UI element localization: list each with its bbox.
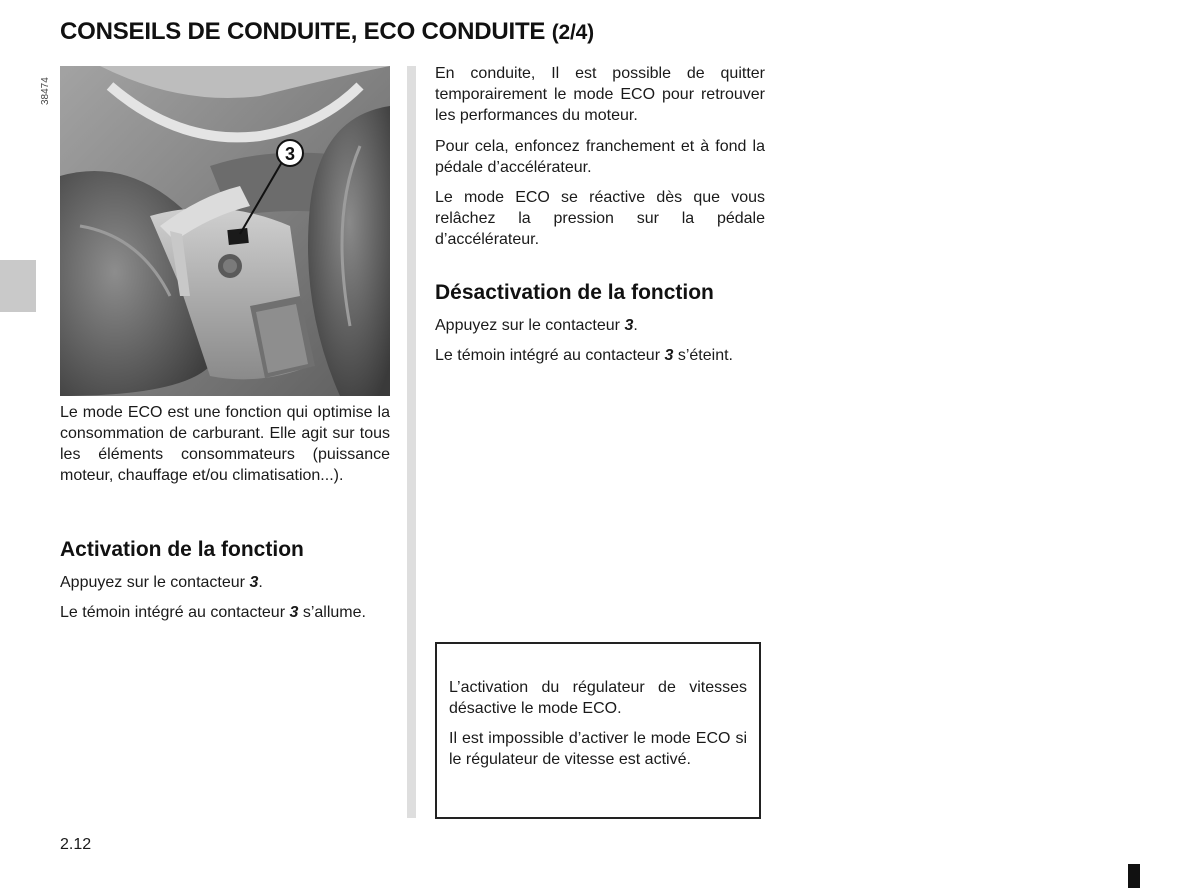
activation-heading: Activation de la fonction bbox=[60, 538, 304, 561]
eco-switch-illustration bbox=[60, 66, 390, 396]
reactivation-paragraph: Le mode ECO se réactive dès que vous relâchez la pression sur la pédale d’accélérateur. bbox=[435, 189, 765, 248]
leave-eco-paragraph: En conduite, Il est possible de quitter temporairement le mode ECO pour retrouver les performances du moteur. bbox=[435, 65, 765, 124]
console-photo bbox=[60, 66, 390, 396]
deactivation-step-1: Appuyez sur le contacteur 3. bbox=[435, 317, 638, 334]
figure-code: 38474 bbox=[40, 77, 51, 105]
callout-label: 3 bbox=[284, 144, 296, 164]
page-title bbox=[60, 18, 594, 46]
switch-reference: 3 bbox=[249, 574, 259, 591]
note-paragraph-2: Il est impossible d’activer le mode ECO si le régulateur de vitesse est activé. bbox=[449, 730, 747, 768]
intro-paragraph: Le mode ECO est une fonction qui optimise la consommation de carburant. Elle agit sur tous les éléments consommateurs (puissance moteur, chauffage et/ou climatisation...). bbox=[60, 404, 390, 484]
column-divider bbox=[407, 66, 416, 818]
chapter-tab-marker bbox=[0, 260, 36, 312]
note-paragraph-1: L’activation du régulateur de vitesses désactive le mode ECO. bbox=[449, 679, 747, 717]
activation-step-1: Appuyez sur le contacteur 3. bbox=[60, 574, 263, 591]
deactivation-heading: Désactivation de la fonction bbox=[435, 281, 714, 304]
page-number: 2.12 bbox=[60, 836, 92, 853]
deactivation-step-2: Le témoin intégré au contacteur 3 s’éteint. bbox=[435, 347, 733, 364]
cruise-control-note bbox=[435, 642, 761, 819]
switch-reference: 3 bbox=[664, 347, 674, 364]
activation-step-2: Le témoin intégré au contacteur 3 s’allume. bbox=[60, 604, 366, 621]
switch-reference: 3 bbox=[624, 317, 634, 334]
switch-reference: 3 bbox=[289, 604, 299, 621]
page-edge-mark bbox=[1128, 864, 1140, 888]
page-title-suffix: (2/4) bbox=[551, 21, 594, 44]
accelerator-paragraph: Pour cela, enfoncez franchement et à fond la pédale d’accélérateur. bbox=[435, 138, 765, 176]
page-title-text: CONSEILS DE CONDUITE, ECO CONDUITE bbox=[60, 18, 546, 45]
